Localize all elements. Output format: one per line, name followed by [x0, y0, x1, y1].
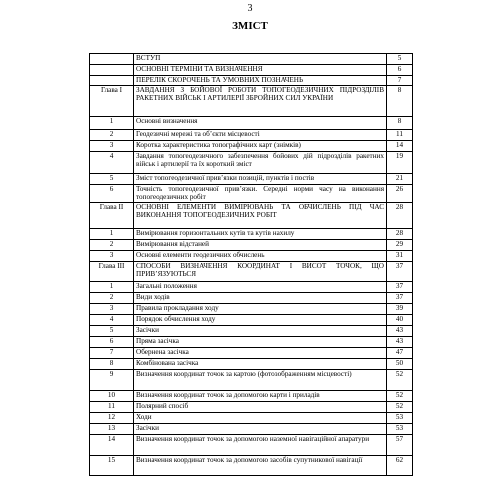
toc-section-number: 3 — [90, 141, 134, 152]
toc-row — [90, 240, 413, 251]
toc-section-number: 12 — [90, 413, 134, 424]
toc-page-number: 28 — [387, 229, 413, 240]
toc-section-number — [90, 54, 134, 65]
toc-entry-title: Полярний спосіб — [134, 402, 387, 413]
toc-row — [90, 402, 413, 413]
toc-entry-title: ВСТУП — [134, 54, 387, 65]
page-title: ЗМІСТ — [232, 20, 268, 32]
toc-page-number: 21 — [387, 174, 413, 185]
toc-row — [90, 185, 413, 203]
toc-page-number: 8 — [387, 86, 413, 117]
toc-entry-title: ЗАВДАННЯ З БОЙОВОЇ РОБОТИ ТОПОГЕОДЕЗИЧНИХ ПІДРОЗДІЛІВ РАКЕТНИХ ВІЙСЬК І АРТИЛЕРІЇ ЗБРОЙНИХ СИЛ УКРАЇНИ — [134, 86, 387, 117]
toc-page-number: 47 — [387, 348, 413, 359]
toc-entry-title: Пряма засічка — [134, 337, 387, 348]
toc-section-number: 14 — [90, 435, 134, 456]
toc-page-number: 40 — [387, 315, 413, 326]
toc-entry-title: Порядок обчислення ходу — [134, 315, 387, 326]
toc-row — [90, 304, 413, 315]
toc-entry-title: Вимірювання відстаней — [134, 240, 387, 251]
toc-row — [90, 141, 413, 152]
toc-section-number: 1 — [90, 282, 134, 293]
toc-page-number: 57 — [387, 435, 413, 456]
toc-entry-title: Зміст топогеодезичної прив’язки позицій, пунктів і постів — [134, 174, 387, 185]
toc-row — [90, 117, 413, 130]
toc-entry-title: Правила прокладання ходу — [134, 304, 387, 315]
toc-row — [90, 130, 413, 141]
toc-section-number: 1 — [90, 229, 134, 240]
toc-entry-title: Коротка характеристика топографічних карт (знімків) — [134, 141, 387, 152]
toc-section-number: 8 — [90, 359, 134, 370]
toc-entry-title: ОСНОВНІ ТЕРМІНИ ТА ВИЗНАЧЕННЯ — [134, 65, 387, 76]
toc-section-number: 3 — [90, 251, 134, 262]
toc-page-number: 37 — [387, 262, 413, 282]
toc-row — [90, 54, 413, 65]
toc-page-number: 11 — [387, 130, 413, 141]
toc-entry-title: Ходи — [134, 413, 387, 424]
toc-entry-title: Визначення координат точок за допомогою наземної навігаційної апаратури — [134, 435, 387, 456]
toc-row — [90, 251, 413, 262]
toc-row — [90, 359, 413, 370]
toc-page-number: 26 — [387, 185, 413, 203]
toc-section-number: 5 — [90, 174, 134, 185]
toc-row — [90, 229, 413, 240]
toc-section-number: Глава ІІІ — [90, 262, 134, 282]
toc-row — [90, 174, 413, 185]
toc-page-number: 31 — [387, 251, 413, 262]
toc-row — [90, 348, 413, 359]
toc-page-number: 6 — [387, 65, 413, 76]
toc-row — [90, 282, 413, 293]
toc-section-number — [90, 65, 134, 76]
toc-entry-title: Комбінована засічка — [134, 359, 387, 370]
toc-page-number: 52 — [387, 370, 413, 391]
toc-entry-title: Обернена засічка — [134, 348, 387, 359]
toc-page-number: 5 — [387, 54, 413, 65]
toc-entry-title: Завдання топогеодезичного забезпечення бойових дій підрозділів ракетних військ і артилерії та їх короткий зміст — [134, 152, 387, 174]
toc-entry-title: Основні елементи геодезичних обчислень — [134, 251, 387, 262]
toc-row — [90, 424, 413, 435]
toc-section-number: 4 — [90, 152, 134, 174]
toc-section-number: 1 — [90, 117, 134, 130]
table-of-contents — [89, 53, 413, 476]
toc-entry-title: Визначення координат точок за картою (фотозображенням місцевості) — [134, 370, 387, 391]
toc-section-number: 7 — [90, 348, 134, 359]
toc-row — [90, 337, 413, 348]
toc-page-number: 14 — [387, 141, 413, 152]
toc-section-number: 13 — [90, 424, 134, 435]
toc-section-number: 2 — [90, 130, 134, 141]
toc-entry-title: Засічки — [134, 326, 387, 337]
toc-page-number: 53 — [387, 413, 413, 424]
toc-entry-title: Точність топогеодезичної прив’язки. Середні норми часу на виконання топогеодезичних робіт — [134, 185, 387, 203]
toc-entry-title: Вимірювання горизонтальних кутів та кутів нахилу — [134, 229, 387, 240]
toc-page-number: 8 — [387, 117, 413, 130]
toc-row — [90, 435, 413, 456]
toc-row — [90, 370, 413, 391]
toc-page-number: 43 — [387, 337, 413, 348]
toc-section-number — [90, 76, 134, 86]
toc-row — [90, 76, 413, 86]
toc-section-number: 2 — [90, 240, 134, 251]
toc-page-number: 29 — [387, 240, 413, 251]
toc-page-number: 37 — [387, 282, 413, 293]
toc-page-number: 28 — [387, 203, 413, 229]
toc-section-number: 6 — [90, 337, 134, 348]
toc-row — [90, 293, 413, 304]
toc-page-number: 53 — [387, 424, 413, 435]
toc-row — [90, 262, 413, 282]
toc-entry-title: ПЕРЕЛІК СКОРОЧЕНЬ ТА УМОВНИХ ПОЗНАЧЕНЬ — [134, 76, 387, 86]
toc-section-number: 3 — [90, 304, 134, 315]
toc-entry-title: Загальні положення — [134, 282, 387, 293]
toc-page-number: 50 — [387, 359, 413, 370]
toc-section-number: 9 — [90, 370, 134, 391]
toc-row — [90, 86, 413, 117]
toc-section-number: Глава І — [90, 86, 134, 117]
toc-entry-title: Основні визначення — [134, 117, 387, 130]
page-number: 3 — [247, 3, 253, 14]
toc-page-number: 52 — [387, 391, 413, 402]
toc-row — [90, 65, 413, 76]
toc-row — [90, 413, 413, 424]
toc-section-number: 6 — [90, 185, 134, 203]
toc-page-number: 7 — [387, 76, 413, 86]
toc-entry-title: ОСНОВНІ ЕЛЕМЕНТИ ВИМІРЮВАНЬ ТА ОБЧИСЛЕНЬ ПІД ЧАС ВИКОНАННЯ ТОПОГЕОДЕЗИЧНИХ РОБІТ — [134, 203, 387, 229]
toc-entry-title: Геодезичні мережі та об’єкти місцевості — [134, 130, 387, 141]
toc-entry-title: Визначення координат точок за допомогою засобів супутникової навігації — [134, 456, 387, 476]
toc-row — [90, 456, 413, 476]
toc-section-number: 10 — [90, 391, 134, 402]
toc-row — [90, 391, 413, 402]
toc-section-number: Глава ІІ — [90, 203, 134, 229]
toc-section-number: 15 — [90, 456, 134, 476]
toc-row — [90, 326, 413, 337]
toc-section-number: 11 — [90, 402, 134, 413]
toc-page-number: 37 — [387, 293, 413, 304]
toc-page-number: 39 — [387, 304, 413, 315]
toc-entry-title: СПОСОБИ ВИЗНАЧЕННЯ КООРДИНАТ І ВИСОТ ТОЧОК, ЩО ПРИВ’ЯЗУЮТЬСЯ — [134, 262, 387, 282]
toc-entry-title: Види ходів — [134, 293, 387, 304]
toc-page-number: 52 — [387, 402, 413, 413]
toc-section-number: 5 — [90, 326, 134, 337]
toc-row — [90, 203, 413, 229]
toc-row — [90, 152, 413, 174]
toc-entry-title: Визначення координат точок за допомогою карти і приладів — [134, 391, 387, 402]
toc-page-number: 43 — [387, 326, 413, 337]
toc-row — [90, 315, 413, 326]
toc-body — [90, 54, 413, 476]
toc-section-number: 4 — [90, 315, 134, 326]
toc-page-number: 19 — [387, 152, 413, 174]
toc-section-number: 2 — [90, 293, 134, 304]
toc-page-number: 62 — [387, 456, 413, 476]
toc-entry-title: Засічки — [134, 424, 387, 435]
